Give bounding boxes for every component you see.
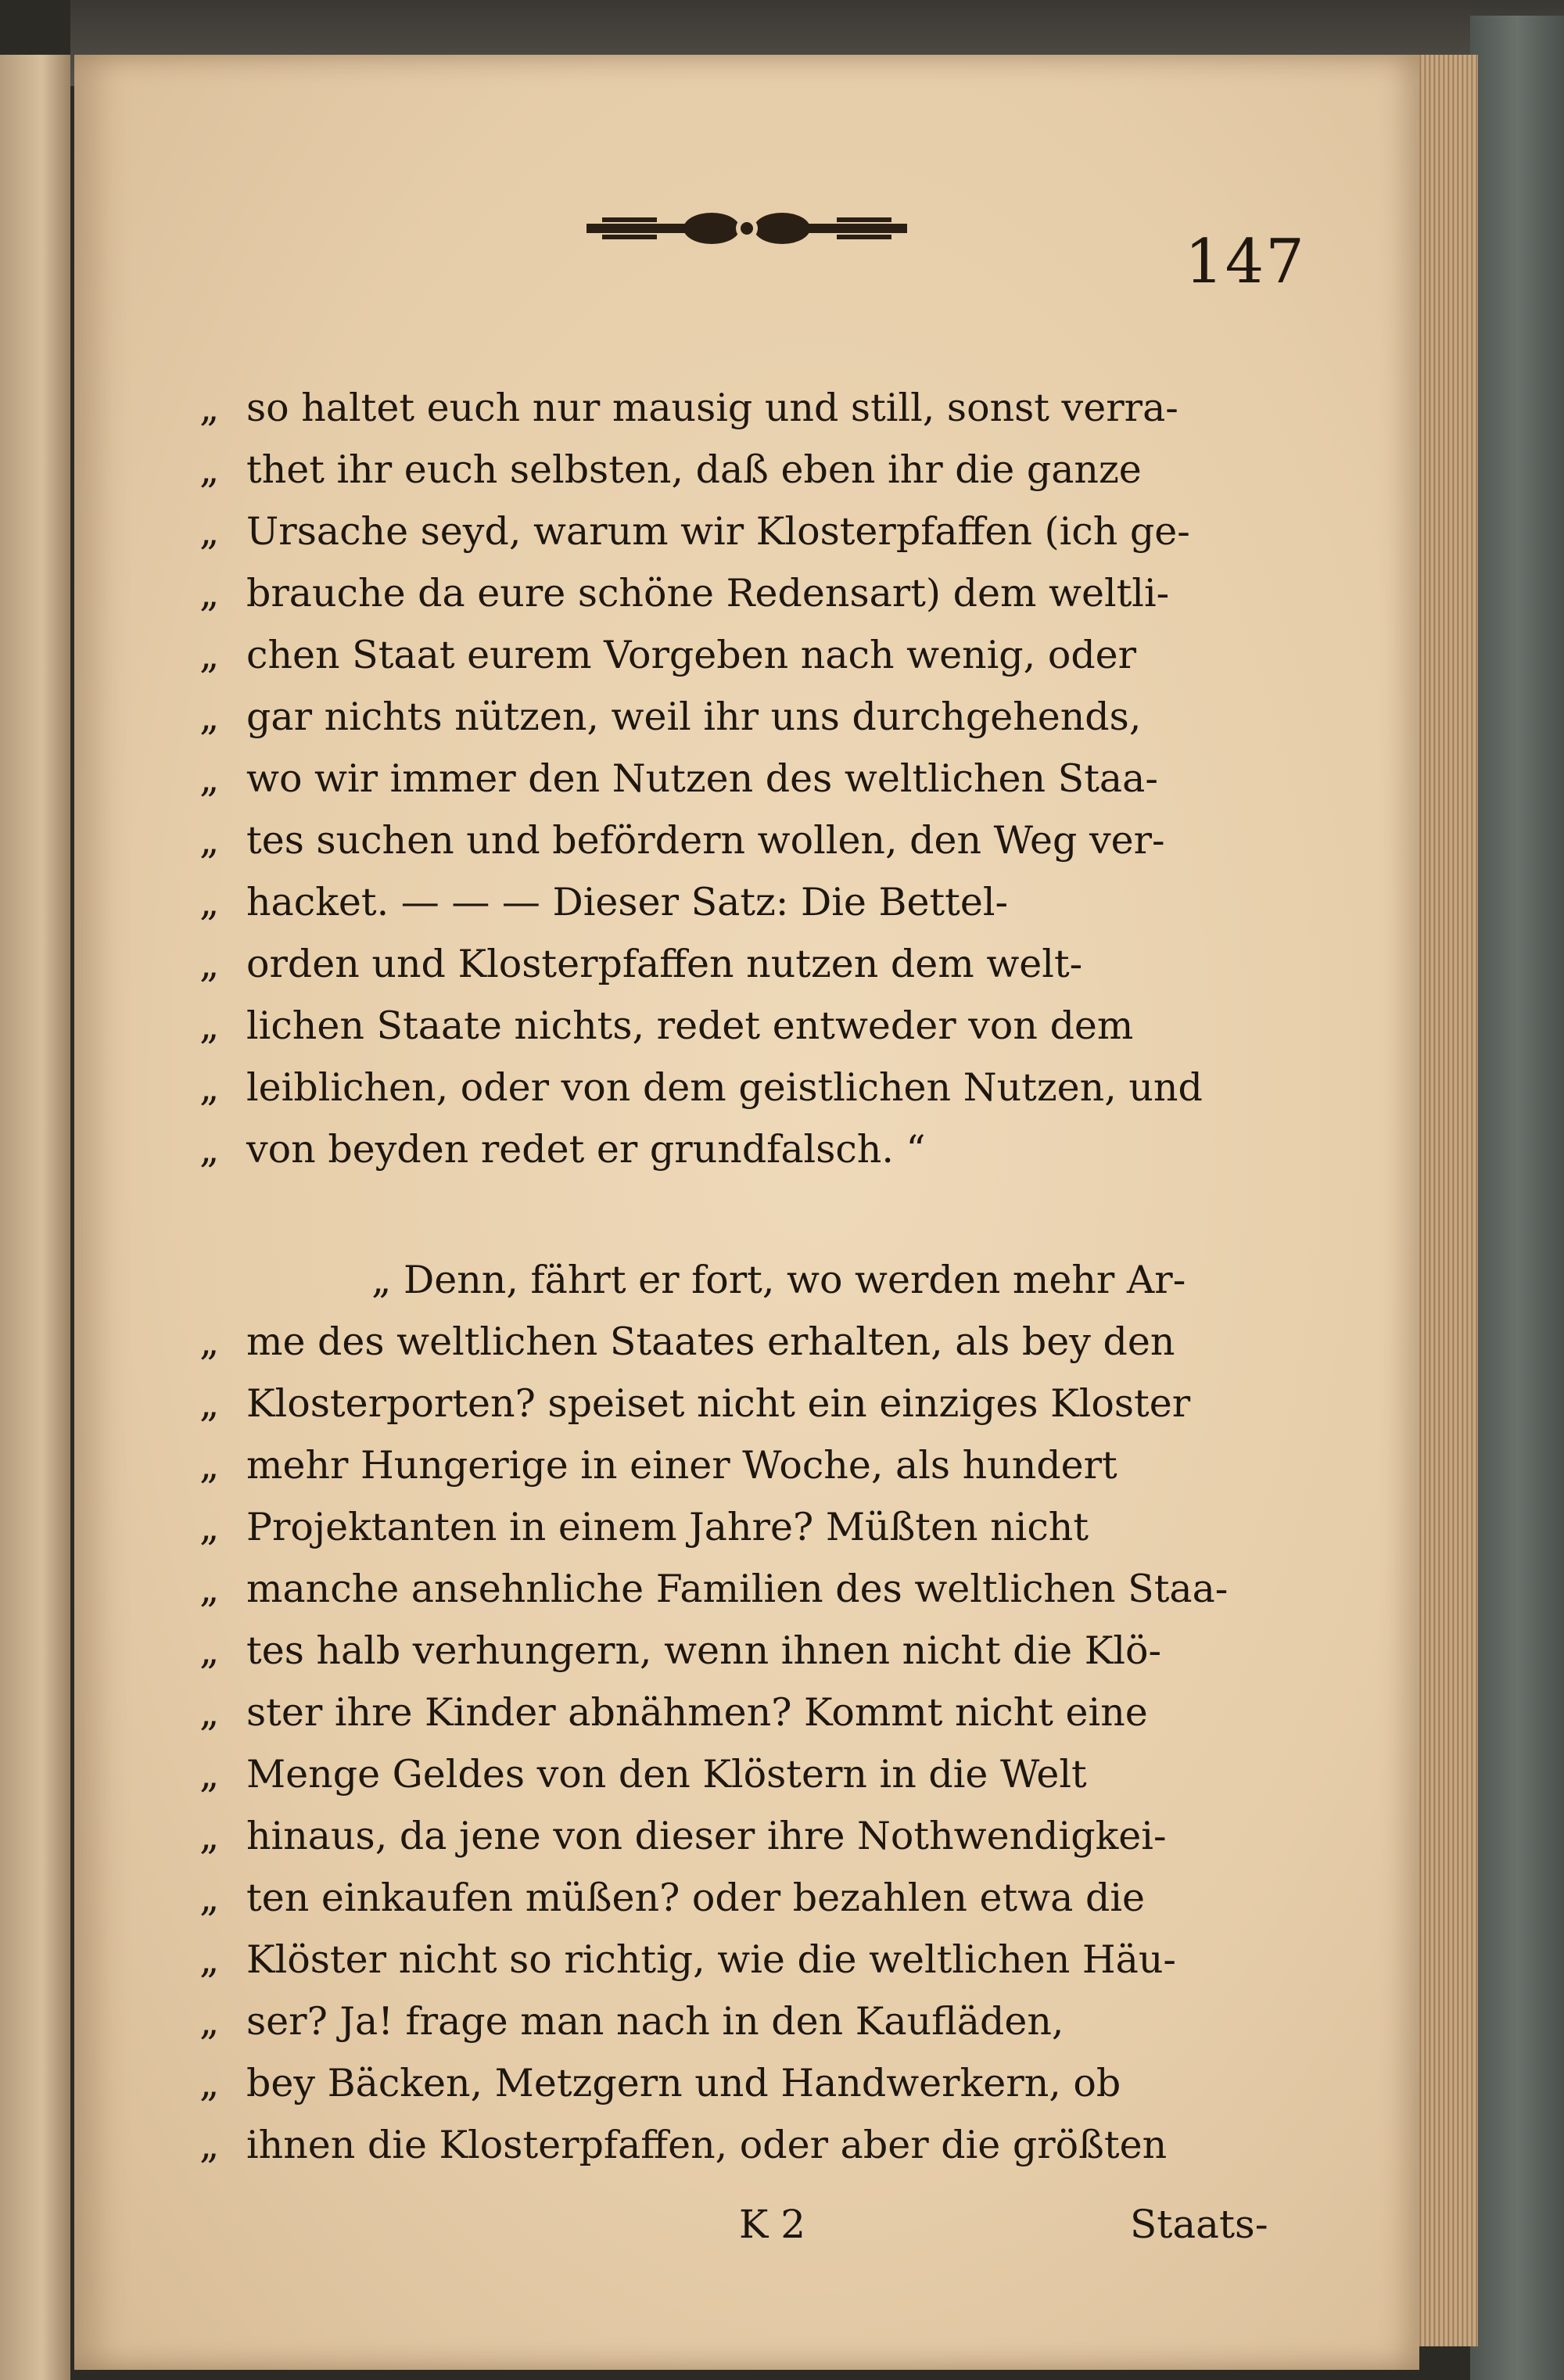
quote-mark: „: [199, 1876, 220, 1920]
line-text: me des weltlichen Staates erhalten, als bey den: [246, 1319, 1175, 1364]
line-text: hinaus, da jene von dieser ihre Nothwendigkei-: [246, 1814, 1167, 1858]
quote-mark: „: [199, 571, 220, 616]
text-line: [199, 501, 1325, 562]
quote-mark: „: [199, 1065, 220, 1110]
text-line: [199, 1434, 1325, 1496]
line-text: brauche da eure schöne Redensart) dem weltli-: [246, 571, 1170, 616]
quote-mark: „: [199, 633, 220, 677]
quote-mark: „: [199, 818, 220, 863]
text-line: [199, 686, 1325, 748]
left-page-edge: [0, 55, 70, 2380]
line-text: ihnen die Klosterpfaffen, oder aber die größten: [246, 2123, 1168, 2167]
text-line: [199, 1682, 1325, 1743]
quote-mark: „: [199, 1814, 220, 1858]
line-text: Klosterporten? speiset nicht ein einziges Kloster: [246, 1381, 1191, 1426]
line-text: manche ansehnliche Familien des weltlichen Staa-: [246, 1567, 1229, 1611]
text-line: [199, 439, 1325, 501]
text-line: [199, 995, 1325, 1057]
book-cover-right: [1470, 16, 1564, 2380]
text-line: [199, 1805, 1325, 1867]
paragraph-1: [199, 377, 1325, 1180]
text-line: [199, 1118, 1325, 1180]
book-page: [74, 55, 1419, 2370]
quote-mark: „: [199, 1567, 220, 1611]
decorative-headpiece-ornament: [586, 211, 907, 246]
quote-mark: „: [199, 942, 220, 986]
text-line: [199, 1620, 1325, 1682]
text-line: [199, 2114, 1325, 2176]
line-text: „ Denn, fährt er fort, wo werden mehr Ar-: [371, 1258, 1186, 1302]
line-text: lichen Staate nichts, redet entweder von dem: [246, 1003, 1134, 1048]
text-line: [199, 933, 1325, 995]
line-text: Projektanten in einem Jahre? Müßten nicht: [246, 1505, 1089, 1549]
text-line: [199, 1496, 1325, 1558]
line-text: Ursache seyd, warum wir Klosterpfaffen (ich ge-: [246, 509, 1190, 554]
line-text: wo wir immer den Nutzen des weltlichen Staa-: [246, 756, 1158, 801]
text-line: [199, 748, 1325, 809]
quote-mark: „: [199, 1628, 220, 1673]
quote-mark: „: [199, 880, 220, 924]
quote-mark: „: [199, 2123, 220, 2167]
text-line: [199, 1991, 1325, 2052]
text-line: [199, 2052, 1325, 2114]
page-number: 147: [1185, 227, 1306, 297]
paragraph-2: [199, 1249, 1325, 2176]
quote-mark: „: [199, 1999, 220, 2044]
line-text: gar nichts nützen, weil ihr uns durchgehends,: [246, 695, 1142, 739]
text-line: [199, 1929, 1325, 1991]
quote-mark: „: [199, 1319, 220, 1364]
line-text: thet ihr euch selbsten, daß eben ihr die ganze: [246, 447, 1142, 492]
quote-mark: „: [199, 2061, 220, 2105]
text-line: [199, 1057, 1325, 1118]
text-line: [199, 1373, 1325, 1434]
quote-mark: „: [199, 447, 220, 492]
quote-mark: „: [199, 1127, 220, 1172]
line-text: Menge Geldes von den Klöstern in die Welt: [246, 1752, 1087, 1797]
line-text: chen Staat eurem Vorgeben nach wenig, oder: [246, 633, 1137, 677]
quote-mark: „: [199, 695, 220, 739]
quote-mark: „: [199, 1505, 220, 1549]
catchword: Staats-: [1130, 2202, 1268, 2247]
quote-mark: „: [199, 1003, 220, 1048]
text-line: [199, 809, 1325, 871]
quote-mark: „: [199, 1381, 220, 1426]
text-line: [199, 1558, 1325, 1620]
line-text: hacket. — — — Dieser Satz: Die Bettel-: [246, 880, 1009, 924]
quote-mark: „: [199, 756, 220, 801]
text-line: [199, 377, 1325, 439]
quote-mark: „: [199, 509, 220, 554]
text-line: [199, 624, 1325, 686]
text-line: [199, 1743, 1325, 1805]
quote-mark: „: [199, 1752, 220, 1797]
line-text: mehr Hungerige in einer Woche, als hundert: [246, 1443, 1117, 1488]
line-text: leiblichen, oder von dem geistlichen Nutzen, und: [246, 1065, 1203, 1110]
line-text: so haltet euch nur mausig und still, sonst verra-: [246, 386, 1178, 430]
line-text: tes halb verhungern, wenn ihnen nicht die Klö-: [246, 1628, 1162, 1673]
line-text: ten einkaufen müßen? oder bezahlen etwa die: [246, 1876, 1146, 1920]
quote-mark: „: [199, 1937, 220, 1982]
quote-mark: „: [199, 386, 220, 430]
line-text: bey Bäcken, Metzgern und Handwerkern, ob: [246, 2061, 1121, 2105]
quote-mark: „: [199, 1443, 220, 1488]
body-text: [199, 377, 1325, 2176]
signature-mark: K 2: [739, 2202, 806, 2247]
line-text: ser? Ja! frage man nach in den Kaufläden,: [246, 1999, 1064, 2044]
line-text: ster ihre Kinder abnähmen? Kommt nicht eine: [246, 1690, 1148, 1735]
text-line: [199, 871, 1325, 933]
text-line-indented: [199, 1249, 1325, 1311]
text-line: [199, 1867, 1325, 1929]
line-text: Klöster nicht so richtig, wie die weltlichen Häu-: [246, 1937, 1176, 1982]
quote-mark: „: [199, 1690, 220, 1735]
line-text: von beyden redet er grundfalsch. “: [246, 1127, 926, 1172]
text-line: [199, 1311, 1325, 1373]
line-text: tes suchen und befördern wollen, den Weg ver-: [246, 818, 1165, 863]
line-text: orden und Klosterpfaffen nutzen dem welt-: [246, 942, 1083, 986]
paragraph-gap: [199, 1180, 1325, 1249]
text-line: [199, 562, 1325, 624]
